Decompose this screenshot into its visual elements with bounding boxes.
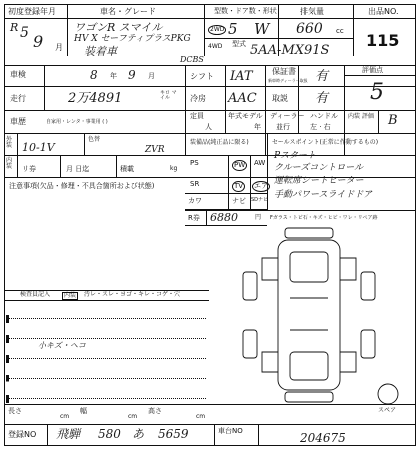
warranty-value: 有 [315,69,329,84]
capacity-unit: 人 [205,123,212,131]
cc-unit: cc [336,27,344,35]
inspection-month-unit: 月 [148,72,155,80]
inspection-year: 8 [90,68,98,82]
shift-value: IAT [230,69,253,84]
color-outer-value: 10-1V [22,141,55,154]
score-label: 評価点 [362,66,383,74]
equip-leather: カワ [188,197,202,205]
era-value: R [10,21,19,34]
chassis-number: 204675 [300,431,346,445]
mileage-label: 走行 [10,94,26,103]
model-year-unit: 年 [254,123,261,131]
history-label: 車歴 [10,117,26,126]
2wd-label: 2WD [210,26,225,33]
inner-score-label: 内装 評価 [348,113,374,120]
history-sub: 自家用・レンタ・事業用 ( ) [46,119,108,125]
recycle-fee-value: 6880 [210,211,238,224]
registration-number: 5659 [158,427,189,441]
car-name-line-2: HV X セーフティプラスPKG [74,34,191,44]
length-label: 長さ [8,407,22,415]
manual-value: 有 [315,91,329,106]
displacement-value: 660 [296,21,323,37]
car-name-line-1: ワゴンR スマイル [74,21,163,34]
handle-label: ハンドル [310,112,338,120]
equip-navi: ナビ [232,197,246,205]
equip-tv: TV [234,182,244,190]
inspector-label: 検査員記入 [20,291,51,298]
sales-point-4: 手動パワースライドドア [274,190,373,200]
sales-point-3: 運転席シートヒーター [274,176,364,186]
equip-ps: PS [190,159,199,167]
equip-aw: AW [254,159,266,167]
model-code-label: 型式 [232,40,246,48]
equip-sr: SR [190,180,200,188]
dealer-label: ディーラー [270,112,305,120]
spare-tire-label: スペア [378,407,397,414]
car-name-label: 車名・グレード [100,7,156,16]
color-inner-label: 内装 [6,157,13,170]
width-label: 幅 [80,407,87,415]
model-code: 5AA-MX91S [250,43,330,58]
displacement-label: 排気量 [300,7,324,16]
equip-sd-navi: SDナビ [251,197,269,203]
registration-no-label: 登録NO [8,430,37,439]
glass-note: Fガラス・トビ石・キズ・ヒビ・ワレ・リペア跡 [270,215,378,221]
inspection-year-unit: 年 [110,72,117,80]
ac-label: 冷房 [190,94,206,103]
km-label: キロ マイル [160,90,177,101]
equipment-title: 装備品(純正品に限る) [190,139,249,146]
month-unit: 月 [55,43,63,52]
model-year-label: 年式モデル [228,112,263,120]
equip-pw: PW [234,161,246,169]
inspector-tag: 内装 [64,292,77,299]
door-count: 5 [228,20,238,38]
notes-title: 注意事項(欠品・修理・不具合箇所および状態) [9,182,155,190]
recycle-date-label: リ券 [22,165,36,173]
damage-note: 小キズ・ヘコ [38,341,86,350]
registration-area: 飛騨 [56,427,81,441]
inspector-note: 汚レ・スレ・ヨゴ・キレ・コゲ・穴 [84,291,180,298]
exhibit-number: 115 [366,31,400,50]
height-label: 高さ [148,407,162,415]
shift-label: シフト [190,72,214,81]
car-name-line-3: 装着車 [84,45,117,58]
length-unit: cm [60,413,70,420]
color-no-value: ZVR [145,145,165,155]
registration-class: 580 [98,427,121,441]
loading-unit: kg [170,165,178,172]
ac-value: AAC [228,91,257,106]
color-no-label: 色替 [88,136,101,143]
registration-month: 9 [33,32,44,51]
door-shape: W [254,20,270,38]
capacity-label: 定員 [190,112,204,120]
registration-year: 5 [20,25,29,41]
mileage-value: 2万4891 [68,91,123,106]
dcbs-note: DCBS [180,55,204,64]
recycle-fee-label: R券 [188,214,200,222]
sales-points-title: セールスポイント(正常に作動するもの) [272,139,379,146]
score-value: 5 [370,80,384,105]
width-unit: cm [128,413,138,420]
inspection-month: 9 [128,68,136,82]
first-registration-label: 初度登録年月 [8,7,56,16]
dealer-sub: 並行 [276,123,290,131]
height-unit: cm [196,413,206,420]
equip-air: エア [254,182,268,190]
inner-score-value: B [388,113,398,128]
exhibit-number-label: 出品NO. [368,7,399,16]
sales-point-1: Pスタート [274,151,317,161]
type-label: 型数・ドア数・形状 [214,7,277,15]
handle-sub: 左 · 右 [310,123,331,131]
4wd-label: 4WD [208,43,223,50]
warranty-sub: 新車時ディーラー取扱 [268,78,308,83]
sales-point-2: クルーズコントロール [274,163,364,173]
recycle-fee-unit: 円 [255,214,262,221]
manual-label: 取説 [272,94,288,103]
inspection-label: 車検 [10,70,26,79]
expiry-label: 月 日迄 [66,165,90,173]
chassis-no-label: 車台NO [218,427,243,435]
loading-label: 積載 [120,165,134,173]
color-outer-label: 外装 [6,136,13,149]
registration-kana: あ [132,427,145,441]
warranty-label: 保証書 [272,67,296,76]
